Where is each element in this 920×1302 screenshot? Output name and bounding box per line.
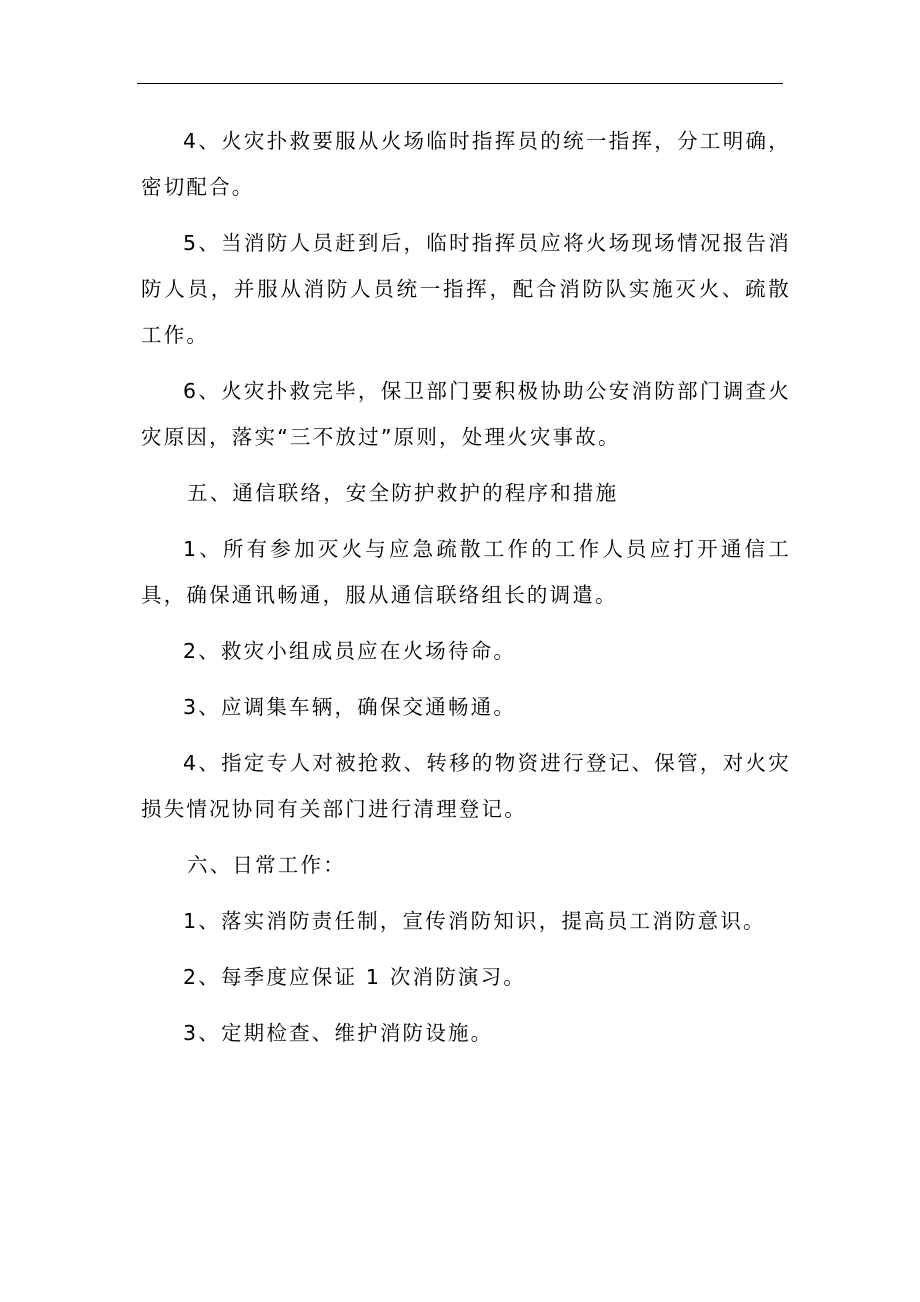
document-body: [141, 118, 791, 1066]
paragraph-fire-drill: 2、每季度应保证 1 次消防演习。: [183, 965, 527, 989]
paragraph-fire-brigade-arrival: 5、当消防人员赶到后，临时指挥员应将火场现场情况报告消防人员，并服从消防人员统一指挥，配合消防队实施灭火、疏散工作。: [141, 231, 791, 347]
paragraph-responsibility-system: 1、落实消防责任制，宣传消防知识，提高员工消防意识。: [183, 909, 766, 933]
paragraph-fire-investigation: 6、火灾扑救完毕，保卫部门要积极协助公安消防部门调查火灾原因，落实“三不放过”原则，处理火灾事故。: [141, 379, 791, 449]
paragraph-fire-fighting-command: 4、火灾扑救要服从火场临时指挥员的统一指挥，分工明确，密切配合。: [141, 129, 791, 199]
section-heading-daily-work: 六、日常工作：: [187, 853, 346, 877]
paragraph-rescue-team-standby: 2、救灾小组成员应在火场待命。: [183, 639, 517, 663]
paragraph-vehicle-dispatch: 3、应调集车辆，确保交通畅通。: [183, 695, 517, 719]
paragraph-communication-tools: 1、所有参加灭火与应急疏散工作的工作人员应打开通信工具，确保通讯畅通，服从通信联络组长的调遣。: [141, 537, 791, 607]
header-rule: [137, 83, 783, 84]
section-heading-communication: 五、通信联络，安全防护救护的程序和措施: [187, 481, 619, 505]
paragraph-material-registration: 4、指定专人对被抢救、转移的物资进行登记、保管，对火灾损失情况协同有关部门进行清理登记。: [141, 751, 791, 821]
paragraph-facility-inspection: 3、定期检查、维护消防设施。: [183, 1021, 494, 1045]
